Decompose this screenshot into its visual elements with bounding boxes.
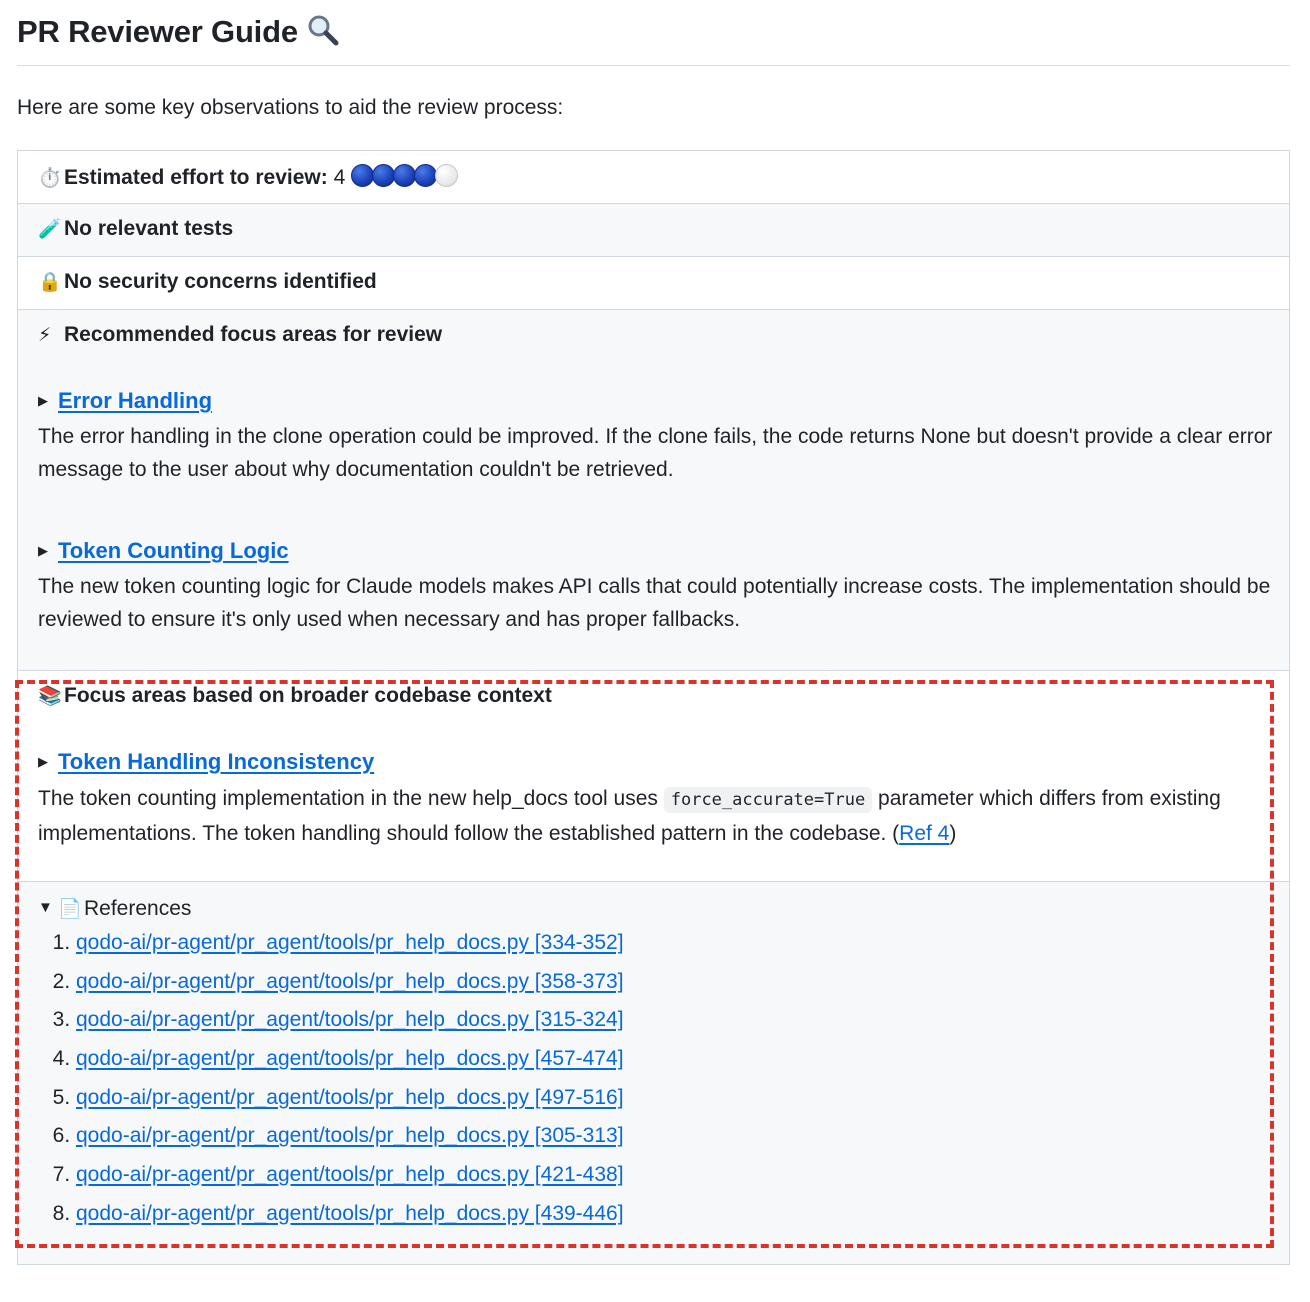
focus-item-token-counting[interactable] (38, 538, 289, 564)
effort-header (38, 164, 456, 190)
list-item (76, 963, 624, 1002)
title-divider (17, 65, 1290, 66)
expand-triangle-icon[interactable]: ▶ (38, 754, 48, 769)
effort-label: Estimated effort to review: (64, 166, 328, 189)
token-counting-text: The new token counting logic for Claude models makes API calls that could potentially increase costs. The implementation should be reviewed to ensure it's only used when necessary and has proper fallbacks. (38, 575, 1271, 631)
test-tube-icon: 🧪 (38, 219, 62, 240)
list-item (76, 1117, 624, 1156)
effort-value: 4 (333, 166, 346, 189)
tests-header (38, 217, 233, 241)
context-row (18, 671, 1289, 882)
expand-triangle-icon[interactable]: ▶ (38, 393, 48, 408)
magnifying-glass-icon (306, 14, 340, 54)
collapse-triangle-icon[interactable]: ▼ (38, 899, 53, 916)
effort-row (18, 151, 1289, 204)
tests-row (18, 204, 1289, 257)
effort-dot-filled (393, 164, 416, 187)
ref-4-link[interactable]: Ref 4 (899, 822, 950, 845)
lock-icon: 🔒 (38, 272, 62, 293)
focus-item-error-handling[interactable] (38, 388, 212, 414)
effort-dot-empty (435, 164, 458, 187)
books-icon: 📚 (38, 686, 62, 707)
page-title (17, 14, 340, 54)
list-item (76, 1079, 624, 1118)
context-item-token-handling[interactable] (38, 749, 374, 775)
token-handling-text-b: parameter which differs from existing implementations. The token handling should follow the established pattern in the codebase. ( (38, 787, 1221, 845)
list-item (76, 1001, 624, 1040)
focus-row (18, 310, 1289, 671)
review-table (17, 150, 1290, 1265)
token-handling-text-a: The token counting implementation in the new help_docs tool uses (38, 787, 664, 810)
references-label: References (84, 897, 192, 920)
security-label: No security concerns identified (64, 270, 377, 293)
error-handling-text: The error handling in the clone operation could be improved. If the clone fails, the code returns None but doesn't provide a clear error message to the user about why documentation couldn't be retrieved. (38, 425, 1273, 481)
reference-link-1[interactable]: qodo-ai/pr-agent/pr_agent/tools/pr_help_docs.py [334-352] (76, 931, 624, 954)
reference-link-3[interactable]: qodo-ai/pr-agent/pr_agent/tools/pr_help_docs.py [315-324] (76, 1008, 624, 1032)
reference-link-6[interactable]: qodo-ai/pr-agent/pr_agent/tools/pr_help_docs.py [305-313] (76, 1124, 624, 1148)
reference-link-7[interactable]: qodo-ai/pr-agent/pr_agent/tools/pr_help_docs.py [421-438] (76, 1163, 624, 1187)
reference-link-5[interactable]: qodo-ai/pr-agent/pr_agent/tools/pr_help_docs.py [497-516] (76, 1085, 624, 1109)
token-counting-link[interactable]: Token Counting Logic (58, 538, 289, 563)
page-title-text: PR Reviewer Guide (17, 14, 298, 49)
list-item (76, 1195, 624, 1234)
focus-label: Recommended focus areas for review (64, 323, 443, 346)
expand-triangle-icon[interactable]: ▶ (38, 543, 48, 558)
token-handling-link[interactable]: Token Handling Inconsistency (58, 749, 375, 774)
page-icon: 📄 (58, 899, 82, 920)
reference-link-2[interactable]: qodo-ai/pr-agent/pr_agent/tools/pr_help_docs.py [358-373] (76, 969, 624, 993)
effort-dot-filled (351, 164, 374, 187)
list-item (76, 1040, 624, 1079)
effort-dot-filled (414, 164, 437, 187)
references-row (18, 882, 1289, 1265)
list-item (76, 1156, 624, 1195)
tests-label: No relevant tests (64, 217, 234, 240)
effort-dots (351, 166, 456, 189)
references-toggle[interactable] (38, 897, 191, 921)
security-header (38, 270, 377, 294)
intro-text: Here are some key observations to aid the review process: (17, 96, 564, 119)
context-header (38, 684, 552, 708)
inline-code: force_accurate=True (664, 787, 872, 813)
effort-dot-filled (372, 164, 395, 187)
token-handling-text (38, 782, 1278, 850)
stopwatch-icon: ⏱️ (38, 168, 62, 189)
references-list (38, 924, 624, 1234)
lightning-icon: ⚡ (38, 325, 52, 346)
focus-header (38, 323, 442, 347)
error-handling-link[interactable]: Error Handling (58, 388, 213, 413)
security-row (18, 257, 1289, 310)
reference-link-4[interactable]: qodo-ai/pr-agent/pr_agent/tools/pr_help_docs.py [457-474] (76, 1047, 624, 1071)
context-label: Focus areas based on broader codebase context (64, 684, 552, 707)
list-item (76, 924, 624, 963)
reference-link-8[interactable]: qodo-ai/pr-agent/pr_agent/tools/pr_help_docs.py [439-446] (76, 1201, 624, 1225)
token-handling-text-c: ) (949, 822, 957, 845)
